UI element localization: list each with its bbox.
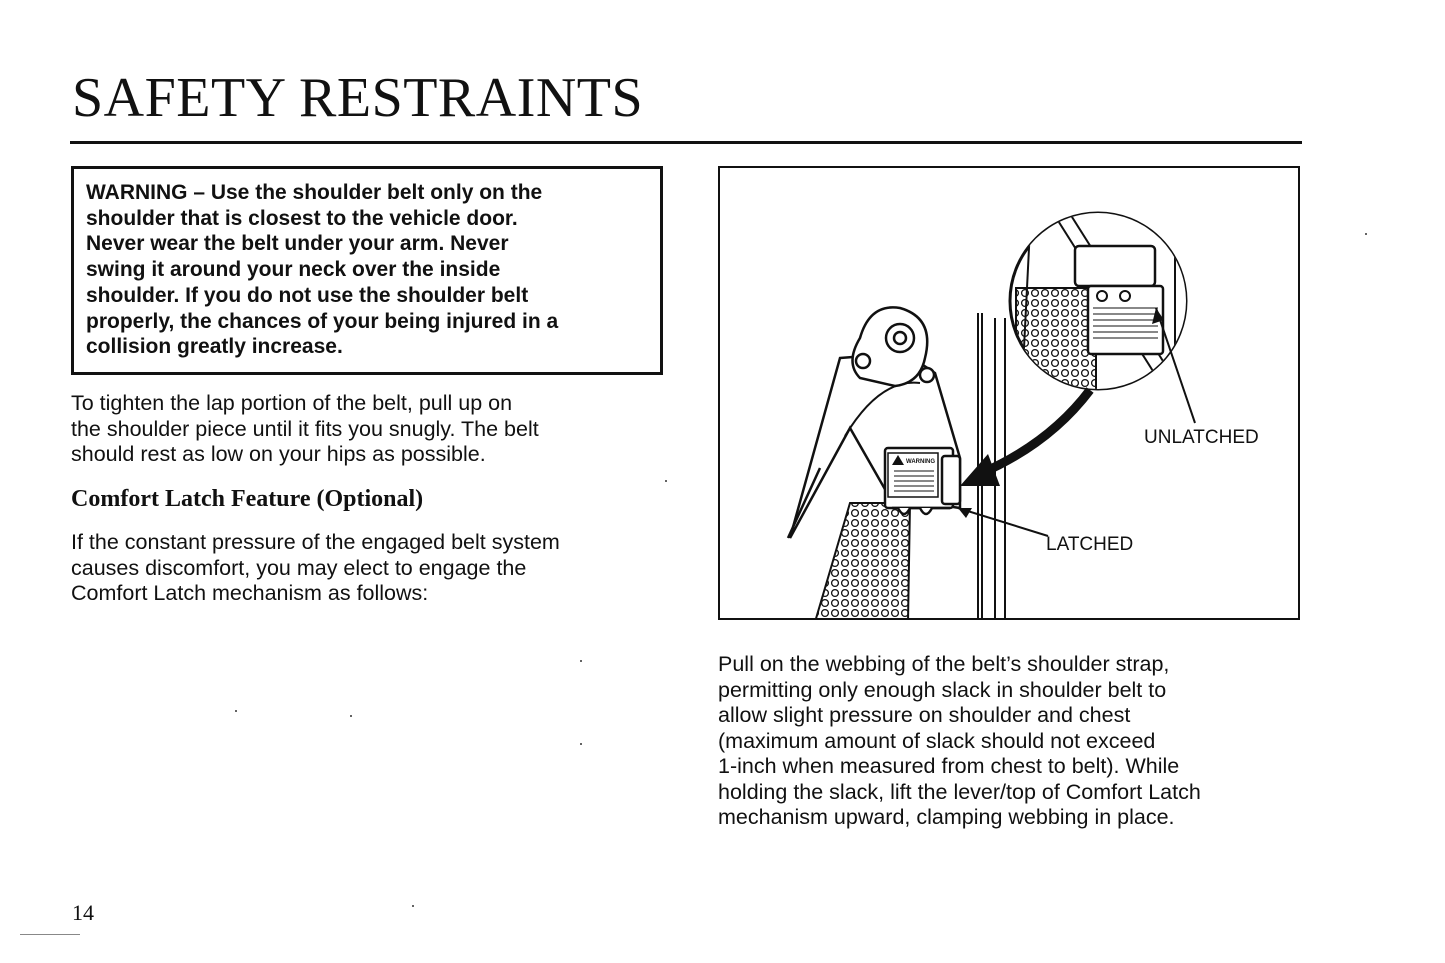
comfort-paragraph [71,530,671,607]
warning-line: Never wear the belt under your arm. Never [86,232,509,256]
warning-line: collision greatly increase. [86,335,343,359]
comfort-latch-illustration [718,166,1300,620]
latch-mechanism-icon [885,448,960,514]
comfort-line: If the constant pressure of the engaged belt system [71,530,560,554]
warning-line: shoulder. If you do not use the shoulder belt [86,283,529,307]
tighten-line: To tighten the lap portion of the belt, pull up on [71,391,513,415]
pointer-arrow-icon [960,390,1090,486]
scan-speck [665,480,667,482]
tighten-line: should rest as low on your hips as possible. [71,442,486,466]
warning-line: shoulder that is closest to the vehicle door. [86,206,518,230]
comfort-line: causes discomfort, you may elect to engage the [71,555,527,580]
instruction-line: holding the slack, lift the lever/top of Comfort Latch [718,779,1201,804]
page-title: SAFETY RESTRAINTS [72,67,644,129]
scan-speck [412,905,414,907]
comfort-latch-heading: Comfort Latch Feature (Optional) [71,486,424,512]
warning-line: properly, the chances of your being injured in a [86,309,559,333]
instruction-line: Pull on the webbing of the belt’s shoulder strap, [718,652,1170,676]
instruction-line: allow slight pressure on shoulder and chest [718,703,1131,727]
instruction-line: mechanism upward, clamping webbing in place. [718,805,1175,829]
warning-line: WARNING – Use the shoulder belt only on the [86,181,543,204]
unlatched-label: UNLATCHED [1144,427,1259,448]
latched-label: LATCHED [1046,534,1134,555]
belt-anchor-icon [853,307,935,386]
warning-line: swing it around your neck over the inside [86,258,501,282]
latch-detail-icon [1010,188,1195,428]
instruction-line: 1-inch when measured from chest to belt). While [718,754,1180,778]
scan-speck [580,743,582,745]
scan-speck [235,710,237,712]
footer-rule [20,934,80,935]
tighten-line: the shoulder piece until it fits you snugly. The belt [71,416,539,441]
instruction-line: permitting only enough slack in shoulder belt to [718,677,1167,702]
tighten-paragraph [71,391,671,468]
instruction-line: (maximum amount of slack should not exceed [718,728,1156,753]
instruction-paragraph [718,652,1318,831]
warning-box [71,166,663,375]
comfort-line: Comfort Latch mechanism as follows: [71,581,429,605]
scan-speck [1365,233,1367,235]
scan-speck [350,715,352,717]
latch-warning-label: WARNING [906,459,935,465]
scan-speck [580,660,582,662]
page-number: 14 [72,900,94,925]
webbing-lower-icon [815,503,910,620]
title-rule [70,141,1302,144]
